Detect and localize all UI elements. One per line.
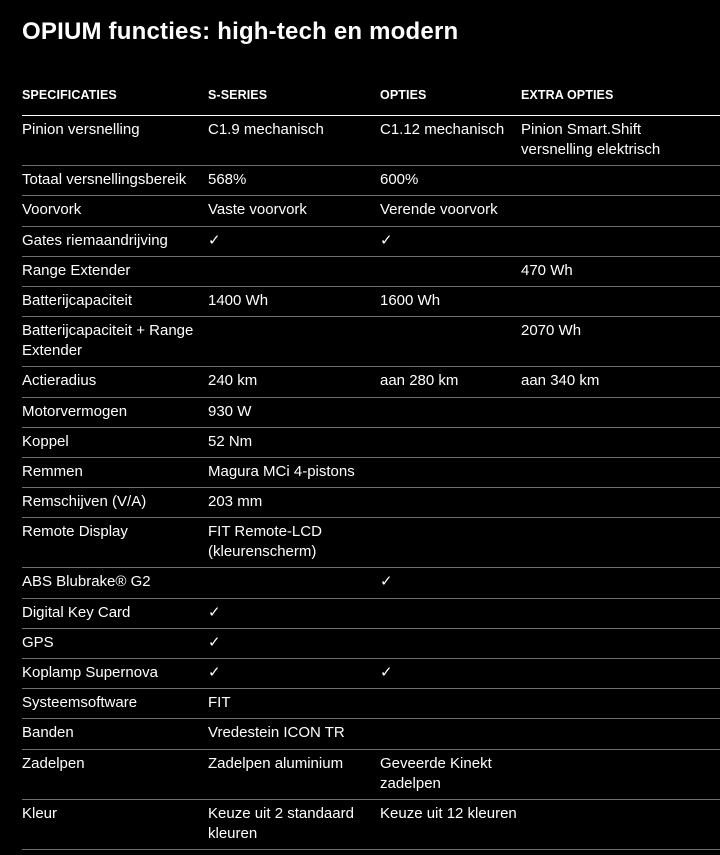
table-row	[22, 599, 720, 629]
extra-opties-value	[521, 522, 701, 567]
opties-value	[380, 261, 521, 286]
s-series-value: FIT	[208, 694, 231, 712]
table-row	[22, 196, 720, 226]
table-row	[22, 166, 720, 196]
s-series-value: 1400 Wh	[208, 291, 269, 309]
spec-label: Batterijcapaciteit + Range Extender	[22, 322, 194, 360]
extra-opties-value	[521, 693, 701, 718]
spec-label: Actieradius	[22, 372, 97, 390]
header-extra-opties: EXTRA OPTIES	[521, 88, 614, 102]
extra-opties-value	[521, 402, 701, 427]
s-series-value: Vredestein ICON TR	[208, 724, 345, 742]
extra-opties-value	[521, 200, 701, 225]
table-row	[22, 398, 720, 428]
s-series-value: 52 Nm	[208, 432, 253, 450]
spec-label: Systeemsoftware	[22, 694, 138, 712]
s-series-value	[208, 231, 380, 256]
extra-opties-value: aan 340 km	[521, 372, 600, 390]
opties-value: aan 280 km	[380, 372, 459, 390]
checkmark-icon: ✓	[208, 231, 221, 249]
spec-label: Batterijcapaciteit	[22, 291, 133, 309]
s-series-value: Magura MCi 4-pistons	[208, 462, 355, 480]
spec-label: GPS	[22, 633, 54, 651]
header-specificaties: SPECIFICATIES	[22, 88, 117, 102]
s-series-value	[208, 603, 380, 628]
extra-opties-value	[521, 432, 701, 457]
s-series-value	[208, 572, 380, 597]
s-series-value	[208, 633, 380, 658]
extra-opties-value	[521, 633, 701, 658]
opties-value	[380, 321, 521, 366]
opties-value: 600%	[380, 171, 419, 189]
spec-label: Remschijven (V/A)	[22, 493, 147, 511]
spec-label: Digital Key Card	[22, 603, 131, 621]
spec-label: Kleur	[22, 804, 58, 822]
opties-value	[380, 522, 521, 567]
spec-label: Pinion versnelling	[22, 121, 140, 138]
checkmark-icon: ✓	[208, 603, 221, 621]
spec-label: Remote Display	[22, 523, 128, 541]
checkmark-icon: ✓	[208, 664, 221, 681]
opties-value: Geveerde Kinekt zadelpen	[380, 754, 492, 792]
extra-opties-value	[521, 231, 701, 256]
table-row	[22, 488, 720, 518]
s-series-value: Keuze uit 2 standaard kleuren	[208, 804, 354, 842]
extra-opties-value	[521, 723, 701, 748]
spec-label: Remmen	[22, 462, 83, 480]
extra-opties-value	[521, 804, 701, 849]
spec-table	[22, 85, 720, 850]
header-s-series: S-SERIES	[208, 88, 268, 102]
table-row	[22, 800, 720, 850]
table-row	[22, 750, 720, 800]
table-row	[22, 116, 720, 166]
spec-label: ABS Blubrake® G2	[22, 573, 151, 591]
table-row	[22, 719, 720, 749]
extra-opties-value: 470 Wh	[521, 261, 573, 279]
extra-opties-value: Pinion Smart.Shift versnelling elektrisch	[521, 121, 661, 158]
table-row	[22, 257, 720, 287]
spec-label: Motorvermogen	[22, 402, 128, 420]
spec-label: Banden	[22, 724, 74, 742]
spec-label: Gates riemaandrijving	[22, 231, 168, 249]
opties-value	[380, 402, 521, 427]
s-series-value: 568%	[208, 171, 247, 189]
s-series-value	[208, 663, 380, 688]
opties-value	[380, 603, 521, 628]
opties-value	[380, 663, 521, 688]
opties-value	[380, 231, 521, 256]
opties-value	[380, 633, 521, 658]
s-series-value: Vaste voorvork	[208, 201, 307, 219]
table-row	[22, 568, 720, 598]
opties-value: 1600 Wh	[380, 291, 441, 309]
extra-opties-value	[521, 603, 701, 628]
s-series-value: C1.9 mechanisch	[208, 121, 324, 138]
table-header	[22, 85, 720, 116]
opties-value	[380, 572, 521, 597]
spec-label: Voorvork	[22, 201, 82, 219]
table-row	[22, 518, 720, 568]
extra-opties-value	[521, 492, 701, 517]
header-opties: OPTIES	[380, 88, 427, 102]
s-series-value: Zadelpen aluminium	[208, 754, 344, 772]
extra-opties-value	[521, 291, 701, 316]
checkmark-icon: ✓	[380, 664, 393, 681]
opties-value	[380, 723, 521, 748]
extra-opties-value	[521, 572, 701, 597]
extra-opties-value: 2070 Wh	[521, 322, 582, 340]
opties-value	[380, 693, 521, 718]
spec-label: Zadelpen	[22, 754, 85, 772]
opties-value: Verende voorvork	[380, 201, 498, 219]
table-row	[22, 367, 720, 397]
spec-label: Koppel	[22, 432, 69, 450]
checkmark-icon: ✓	[380, 573, 393, 591]
spec-label: Totaal versnellingsbereik	[22, 171, 187, 189]
extra-opties-value	[521, 663, 701, 688]
s-series-value: 240 km	[208, 372, 258, 390]
extra-opties-value	[521, 170, 701, 195]
s-series-value: 930 W	[208, 402, 252, 420]
table-row	[22, 317, 720, 367]
spec-label: Koplamp Supernova	[22, 664, 158, 681]
opties-value: Keuze uit 12 kleuren	[380, 804, 517, 822]
page-title: OPIUM functies: high-tech en modern	[22, 18, 459, 45]
table-row	[22, 227, 720, 257]
opties-value: C1.12 mechanisch	[380, 121, 505, 138]
opties-value	[380, 432, 521, 457]
table-row	[22, 629, 720, 659]
extra-opties-value	[521, 462, 701, 487]
extra-opties-value	[521, 754, 701, 799]
s-series-value	[208, 261, 380, 286]
spec-label: Range Extender	[22, 261, 131, 279]
s-series-value: 203 mm	[208, 493, 263, 511]
checkmark-icon: ✓	[380, 231, 393, 249]
table-row	[22, 428, 720, 458]
table-row	[22, 689, 720, 719]
table-row	[22, 287, 720, 317]
table-row	[22, 458, 720, 488]
s-series-value	[208, 321, 380, 366]
s-series-value: FIT Remote-LCD (kleurenscherm)	[208, 523, 322, 561]
checkmark-icon: ✓	[208, 633, 221, 651]
table-row	[22, 659, 720, 689]
opties-value	[380, 492, 521, 517]
